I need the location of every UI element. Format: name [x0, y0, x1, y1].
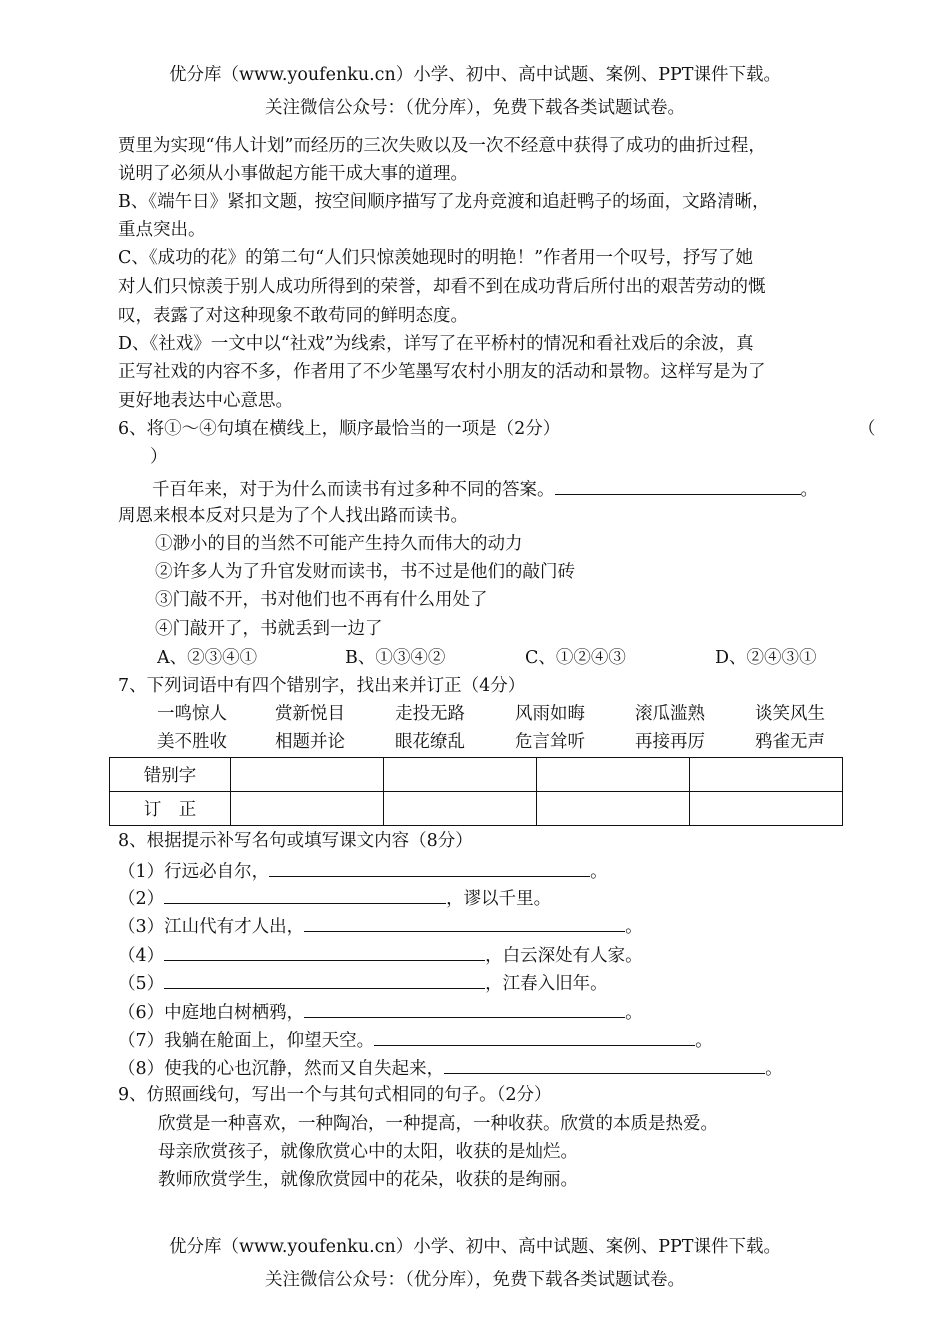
q8-item-3-end: 。: [625, 917, 643, 937]
q5-b-line-1: B、《端午日》紧扣文题，按空间顺序描写了龙舟竞渡和追赶鸭子的场面，文路清晰，: [118, 192, 770, 212]
q8-blank-5[interactable]: [164, 970, 485, 989]
q7-word: 鸦雀无声: [755, 732, 825, 752]
q8-blank-7[interactable]: [374, 1027, 695, 1046]
q8-item-1-end: 。: [590, 862, 608, 882]
q5-a-line-1: 贾里为实现“伟人计划”而经历的三次失败以及一次不经意中获得了成功的曲折过程，: [118, 136, 766, 156]
q8-blank-8[interactable]: [444, 1055, 765, 1074]
q6-passage-line-1: [152, 476, 818, 502]
answer-cell[interactable]: [231, 758, 384, 792]
q5-d-line-1: D、《社戏》一文中以“社戏”为线索，详写了在平桥村的情况和看社戏后的余波，真: [118, 334, 754, 354]
answer-cell[interactable]: [384, 758, 537, 792]
answer-cell[interactable]: [384, 792, 537, 826]
q5-b-line-2: 重点突出。: [118, 220, 206, 240]
q8-item-8-end: 。: [765, 1059, 783, 1079]
q8-blank-3[interactable]: [304, 913, 625, 932]
q7-word: 相题并论: [275, 732, 345, 752]
q8-item-3-text: （3）江山代有才人出，: [118, 917, 305, 937]
q7-word: 谈笑风生: [755, 704, 825, 724]
answer-cell[interactable]: [537, 792, 690, 826]
table-header-cell: 订 正: [110, 792, 231, 826]
q9-line-2: 母亲欣赏孩子，就像欣赏心中的太阳，收获的是灿烂。: [158, 1142, 578, 1162]
q8-item-2-text: ，谬以千里。: [446, 889, 552, 909]
q7-word: 再接再厉: [635, 732, 705, 752]
q6-passage-a: 千百年来，对于为什么而读书有过多种不同的答案。: [152, 480, 555, 500]
q5-d-line-3: 更好地表达中心意思。: [118, 391, 293, 411]
header-line-1: 优分库（www.youfenku.cn）小学、初中、高中试题、案例、PPT课件下载。: [169, 65, 781, 85]
q6-answer-paren-open: （: [858, 419, 876, 439]
q5-c-line-2: 对人们只惊羡于别人成功所得到的荣誉，却看不到在成功背后所付出的艰苦劳动的慨: [118, 277, 766, 297]
q7-word: 危言耸听: [515, 732, 585, 752]
q6-option-c: C、①②④③: [525, 648, 626, 668]
q6-sentence-4: ④门敲开了，书就丢到一边了: [155, 619, 383, 639]
q6-option-a: A、②③④①: [157, 648, 258, 668]
q8-blank-4[interactable]: [164, 942, 485, 961]
q8-blank-1[interactable]: [269, 858, 590, 877]
q6-passage-end: 。: [800, 480, 818, 500]
q7-word: 一鸣惊人: [157, 704, 227, 724]
q7-word: 眼花缭乱: [395, 732, 465, 752]
q5-d-line-2: 正写社戏的内容不多，作者用了不少笔墨写农村小朋友的活动和景物。这样写是为了: [118, 362, 766, 382]
q9-stem: 9、仿照画线句，写出一个与其句式相同的句子。（2分）: [118, 1085, 552, 1105]
header-line-2: 关注微信公众号：（优分库），免费下载各类试题试卷。: [265, 98, 685, 118]
q6-sentence-1: ①渺小的目的当然不可能产生持久而伟大的动力: [155, 534, 523, 554]
q8-item-8: [118, 1055, 783, 1081]
q8-item-5-num: （5）: [118, 974, 165, 994]
q8-item-6: [118, 999, 643, 1025]
q7-word: 走投无路: [395, 704, 465, 724]
q5-a-line-2: 说明了必须从小事做起方能干成大事的道理。: [118, 164, 468, 184]
table-header-cell: 错别字: [110, 758, 231, 792]
q8-blank-6[interactable]: [304, 999, 625, 1018]
table-row: [110, 758, 843, 792]
q7-word: 风雨如晦: [515, 704, 585, 724]
footer-line-2: 关注微信公众号：（优分库），免费下载各类试题试卷。: [265, 1270, 685, 1290]
q8-item-6-end: 。: [625, 1003, 643, 1023]
q8-stem: 8、根据提示补写名句或填写课文内容（8分）: [118, 831, 473, 851]
q6-passage-line-2: 周恩来根本反对只是为了个人找出路而读书。: [118, 506, 468, 526]
q9-line-3: 教师欣赏学生，就像欣赏园中的花朵，收获的是绚丽。: [158, 1170, 578, 1190]
q8-item-4-text: ，白云深处有人家。: [485, 946, 643, 966]
q7-stem: 7、下列词语中有四个错别字，找出来并订正（4分）: [118, 676, 526, 696]
q6-sentence-2: ②许多人为了升官发财而读书，书不过是他们的敲门砖: [155, 562, 575, 582]
q8-item-7-end: 。: [695, 1031, 713, 1051]
q8-blank-2[interactable]: [164, 885, 446, 904]
answer-cell[interactable]: [690, 758, 843, 792]
q8-item-6-text: （6）中庭地白树栖鸦，: [118, 1003, 305, 1023]
q8-item-7: [118, 1027, 713, 1053]
q8-item-4-num: （4）: [118, 946, 165, 966]
q8-item-7-text: （7）我躺在舱面上，仰望天空。: [118, 1031, 375, 1051]
q7-word: 滚瓜滥熟: [635, 704, 705, 724]
q8-item-2: [118, 885, 551, 911]
q7-word: 美不胜收: [157, 732, 227, 752]
q8-item-1-text: （1）行远必自尔，: [118, 862, 270, 882]
q8-item-4: [118, 942, 643, 968]
q6-option-d: D、②④③①: [715, 648, 817, 668]
q8-item-3: [118, 913, 643, 939]
q6-fill-blank[interactable]: [555, 476, 801, 495]
answer-cell[interactable]: [537, 758, 690, 792]
q8-item-2-num: （2）: [118, 889, 165, 909]
q8-item-1: [118, 858, 608, 884]
q9-line-1: 欣赏是一种喜欢，一种陶冶，一种提高，一种收获。欣赏的本质是热爱。: [158, 1114, 718, 1134]
q5-c-line-3: 叹，表露了对这种现象不敢苟同的鲜明态度。: [118, 306, 468, 326]
q5-c-line-1: C、《成功的花》的第二句“人们只惊羡她现时的明艳！”作者用一个叹号，抒写了她: [118, 248, 754, 268]
footer-line-1: 优分库（www.youfenku.cn）小学、初中、高中试题、案例、PPT课件下载。: [169, 1237, 781, 1257]
q8-item-5-text: ，江春入旧年。: [485, 974, 608, 994]
answer-cell[interactable]: [690, 792, 843, 826]
q6-option-b: B、①③④②: [345, 648, 446, 668]
table-row: [110, 792, 843, 826]
q7-answer-table: [109, 757, 843, 826]
q8-item-8-text: （8）使我的心也沉静，然而又自失起来，: [118, 1059, 445, 1079]
answer-cell[interactable]: [231, 792, 384, 826]
q6-stem: 6、将①～④句填在横线上，顺序最恰当的一项是（2分）: [118, 419, 561, 439]
q7-word: 赏新悦目: [275, 704, 345, 724]
q8-item-5: [118, 970, 608, 996]
q6-answer-paren-close: ）: [150, 447, 168, 467]
q6-sentence-3: ③门敲不开，书对他们也不再有什么用处了: [155, 590, 488, 610]
